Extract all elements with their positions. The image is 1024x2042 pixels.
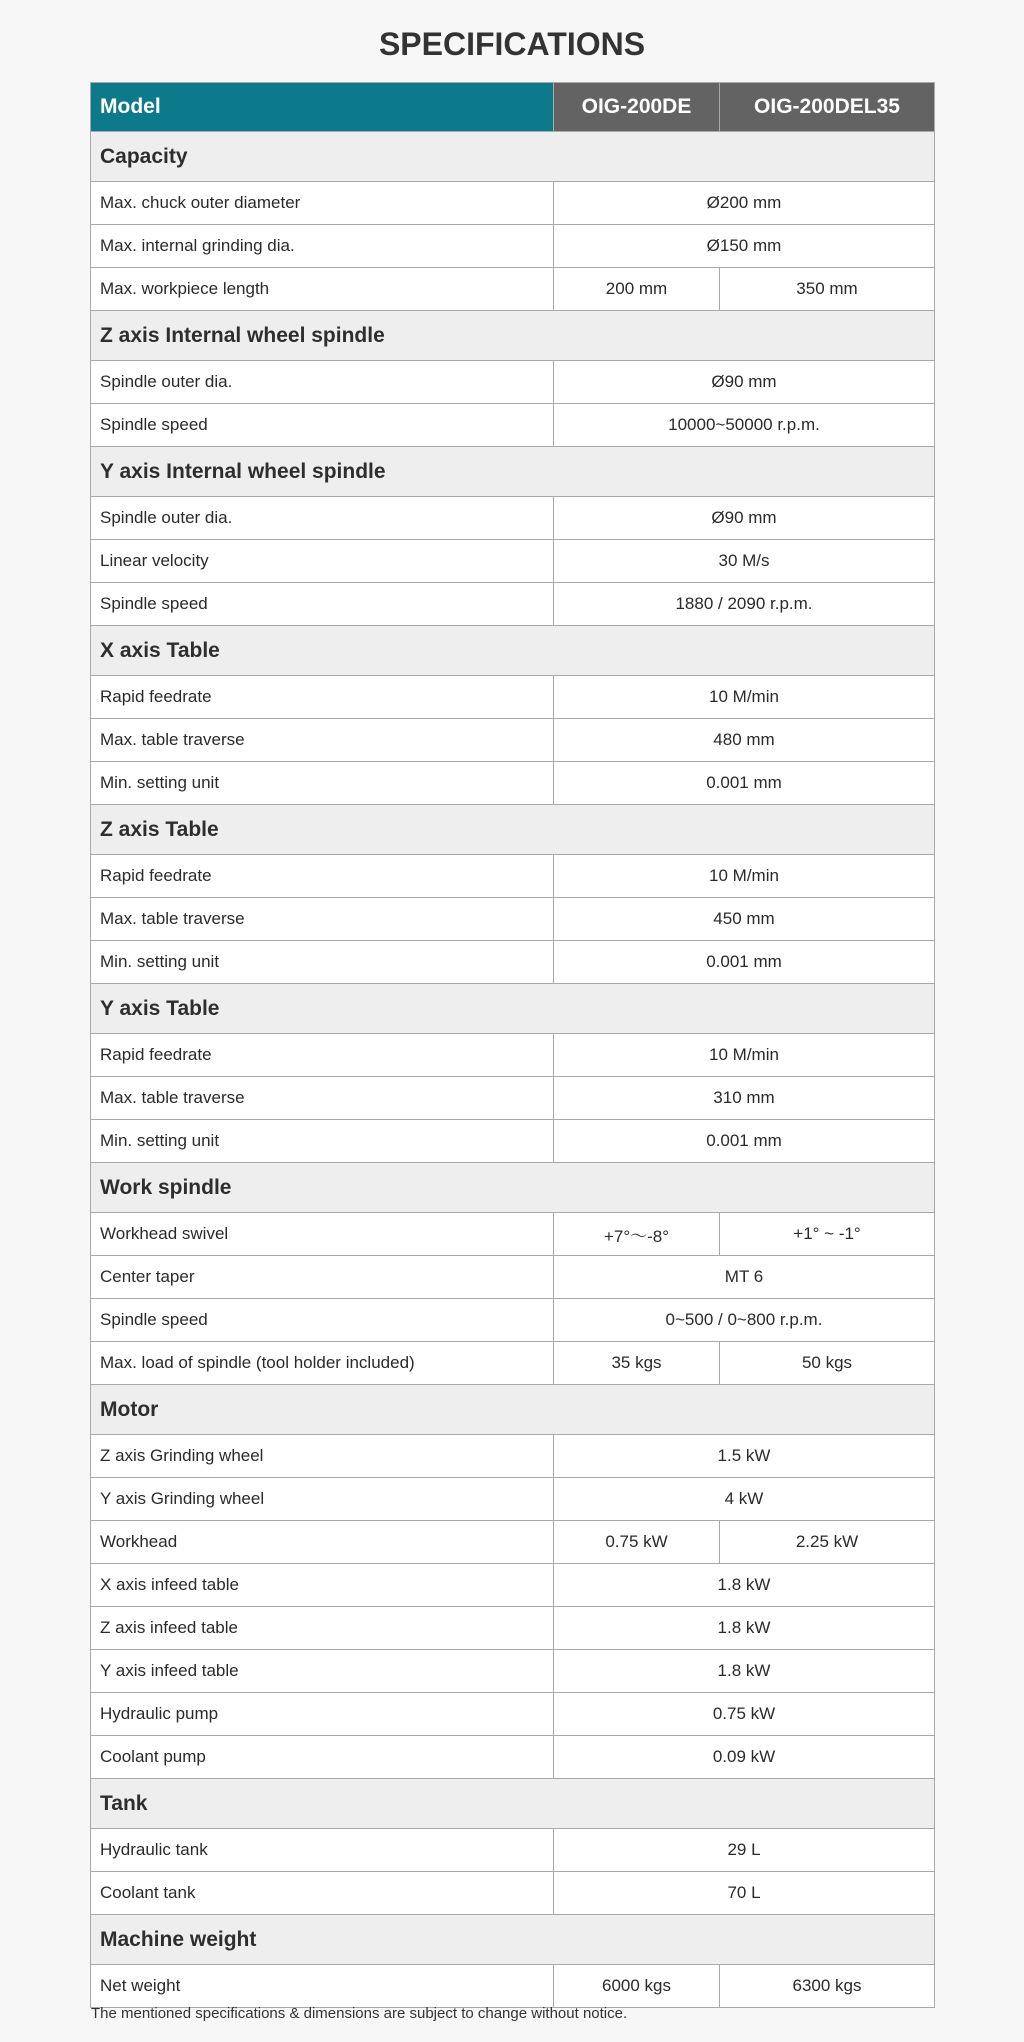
table-row: [91, 1342, 935, 1385]
spec-label: Spindle speed: [91, 1299, 554, 1342]
spec-label: Min. setting unit: [91, 762, 554, 805]
section-title: Machine weight: [91, 1915, 935, 1965]
spec-label: Y axis infeed table: [91, 1650, 554, 1693]
spec-table-body: [91, 132, 935, 2008]
spec-value-shared: 1.8 kW: [554, 1650, 935, 1693]
spec-value-shared: 0.001 mm: [554, 941, 935, 984]
spec-value-shared: 1.5 kW: [554, 1435, 935, 1478]
spec-value-shared: MT 6: [554, 1256, 935, 1299]
table-row: [91, 719, 935, 762]
spec-value-shared: 10 M/min: [554, 855, 935, 898]
table-row: [91, 182, 935, 225]
table-row: [91, 1965, 935, 2008]
section-title: Y axis Internal wheel spindle: [91, 447, 935, 497]
table-row: [91, 1564, 935, 1607]
spec-value-shared: 29 L: [554, 1829, 935, 1872]
section-title: Tank: [91, 1779, 935, 1829]
spec-label: Net weight: [91, 1965, 554, 2008]
spec-label: Max. table traverse: [91, 1077, 554, 1120]
spec-value-oig-200de: 0.75 kW: [554, 1521, 720, 1564]
spec-value-shared: 1.8 kW: [554, 1607, 935, 1650]
table-row: [91, 941, 935, 984]
spec-label: Max. internal grinding dia.: [91, 225, 554, 268]
spec-label: Min. setting unit: [91, 941, 554, 984]
table-row: [91, 1077, 935, 1120]
spec-value-oig-200del35: 6300 kgs: [720, 1965, 935, 2008]
spec-label: Workhead swivel: [91, 1213, 554, 1256]
table-row: [91, 1256, 935, 1299]
table-row: [91, 1034, 935, 1077]
spec-label: Z axis Grinding wheel: [91, 1435, 554, 1478]
section-header-row: [91, 132, 935, 182]
section-title: Z axis Table: [91, 805, 935, 855]
spec-value-oig-200de: 6000 kgs: [554, 1965, 720, 2008]
spec-value-shared: 70 L: [554, 1872, 935, 1915]
section-title: X axis Table: [91, 626, 935, 676]
table-row: [91, 583, 935, 626]
spec-value-shared: Ø150 mm: [554, 225, 935, 268]
spec-value-shared: 0.001 mm: [554, 1120, 935, 1163]
spec-value-shared: Ø90 mm: [554, 497, 935, 540]
spec-label: Max. workpiece length: [91, 268, 554, 311]
section-title: Work spindle: [91, 1163, 935, 1213]
spec-label: Spindle outer dia.: [91, 361, 554, 404]
section-header-row: [91, 311, 935, 361]
model-name-oig-200del35: OIG-200DEL35: [720, 83, 935, 132]
spec-value-shared: 30 M/s: [554, 540, 935, 583]
model-label: Model: [91, 83, 554, 132]
spec-value-oig-200de: 35 kgs: [554, 1342, 720, 1385]
spec-value-shared: 310 mm: [554, 1077, 935, 1120]
section-title: Capacity: [91, 132, 935, 182]
table-row: [91, 1736, 935, 1779]
spec-label: Y axis Grinding wheel: [91, 1478, 554, 1521]
table-row: [91, 1521, 935, 1564]
table-row: [91, 1829, 935, 1872]
spec-value-shared: 4 kW: [554, 1478, 935, 1521]
section-title: Motor: [91, 1385, 935, 1435]
table-row: [91, 225, 935, 268]
section-header-row: [91, 1915, 935, 1965]
section-header-row: [91, 1385, 935, 1435]
section-header-row: [91, 805, 935, 855]
spec-label: Max. chuck outer diameter: [91, 182, 554, 225]
table-row: [91, 1478, 935, 1521]
table-row: [91, 497, 935, 540]
spec-value-shared: 450 mm: [554, 898, 935, 941]
table-row: [91, 1650, 935, 1693]
spec-label: Rapid feedrate: [91, 1034, 554, 1077]
section-header-row: [91, 984, 935, 1034]
spec-label: Workhead: [91, 1521, 554, 1564]
section-title: Z axis Internal wheel spindle: [91, 311, 935, 361]
spec-label: Spindle speed: [91, 583, 554, 626]
table-row: [91, 898, 935, 941]
table-row: [91, 1120, 935, 1163]
spec-value-shared: 10000~50000 r.p.m.: [554, 404, 935, 447]
spec-value-shared: 10 M/min: [554, 1034, 935, 1077]
spec-label: Max. load of spindle (tool holder included): [91, 1342, 554, 1385]
section-header-row: [91, 1779, 935, 1829]
spec-value-shared: 1880 / 2090 r.p.m.: [554, 583, 935, 626]
spec-label: Spindle speed: [91, 404, 554, 447]
spec-label: Max. table traverse: [91, 898, 554, 941]
spec-label: Max. table traverse: [91, 719, 554, 762]
table-row: [91, 1872, 935, 1915]
section-header-row: [91, 447, 935, 497]
table-row: [91, 1693, 935, 1736]
spec-label: Z axis infeed table: [91, 1607, 554, 1650]
table-row: [91, 1607, 935, 1650]
table-row: [91, 404, 935, 447]
model-name-oig-200de: OIG-200DE: [554, 83, 720, 132]
table-row: [91, 855, 935, 898]
spec-value-oig-200del35: 50 kgs: [720, 1342, 935, 1385]
table-row: [91, 676, 935, 719]
table-row: [91, 361, 935, 404]
table-row: [91, 1213, 935, 1256]
spec-value-oig-200de: +7°～-8°: [554, 1213, 720, 1256]
section-header-row: [91, 1163, 935, 1213]
spec-table: [90, 82, 935, 2008]
spec-value-shared: Ø90 mm: [554, 361, 935, 404]
footnote: The mentioned specifications & dimensions are subject to change without notice.: [91, 2005, 628, 2022]
table-row: [91, 1435, 935, 1478]
spec-value-oig-200del35: 2.25 kW: [720, 1521, 935, 1564]
spec-label: Spindle outer dia.: [91, 497, 554, 540]
spec-value-shared: 480 mm: [554, 719, 935, 762]
spec-value-shared: 10 M/min: [554, 676, 935, 719]
spec-label: Coolant tank: [91, 1872, 554, 1915]
table-row: [91, 762, 935, 805]
spec-label: Rapid feedrate: [91, 676, 554, 719]
table-row: [91, 268, 935, 311]
section-header-row: [91, 626, 935, 676]
spec-value-oig-200de: 200 mm: [554, 268, 720, 311]
spec-value-oig-200del35: 350 mm: [720, 268, 935, 311]
table-row: [91, 1299, 935, 1342]
spec-label: Min. setting unit: [91, 1120, 554, 1163]
page-title: SPECIFICATIONS: [378, 26, 646, 62]
spec-value-shared: 1.8 kW: [554, 1564, 935, 1607]
spec-value-shared: 0.001 mm: [554, 762, 935, 805]
spec-value-oig-200del35: +1° ~ -1°: [720, 1213, 935, 1256]
spec-label: Hydraulic pump: [91, 1693, 554, 1736]
spec-label: Rapid feedrate: [91, 855, 554, 898]
section-title: Y axis Table: [91, 984, 935, 1034]
spec-value-shared: 0.09 kW: [554, 1736, 935, 1779]
spec-label: Coolant pump: [91, 1736, 554, 1779]
table-row: [91, 540, 935, 583]
table-header-row: [91, 83, 935, 132]
spec-value-shared: 0.75 kW: [554, 1693, 935, 1736]
spec-label: Center taper: [91, 1256, 554, 1299]
spec-label: Hydraulic tank: [91, 1829, 554, 1872]
spec-label: Linear velocity: [91, 540, 554, 583]
spec-value-shared: Ø200 mm: [554, 182, 935, 225]
spec-label: X axis infeed table: [91, 1564, 554, 1607]
spec-value-shared: 0~500 / 0~800 r.p.m.: [554, 1299, 935, 1342]
